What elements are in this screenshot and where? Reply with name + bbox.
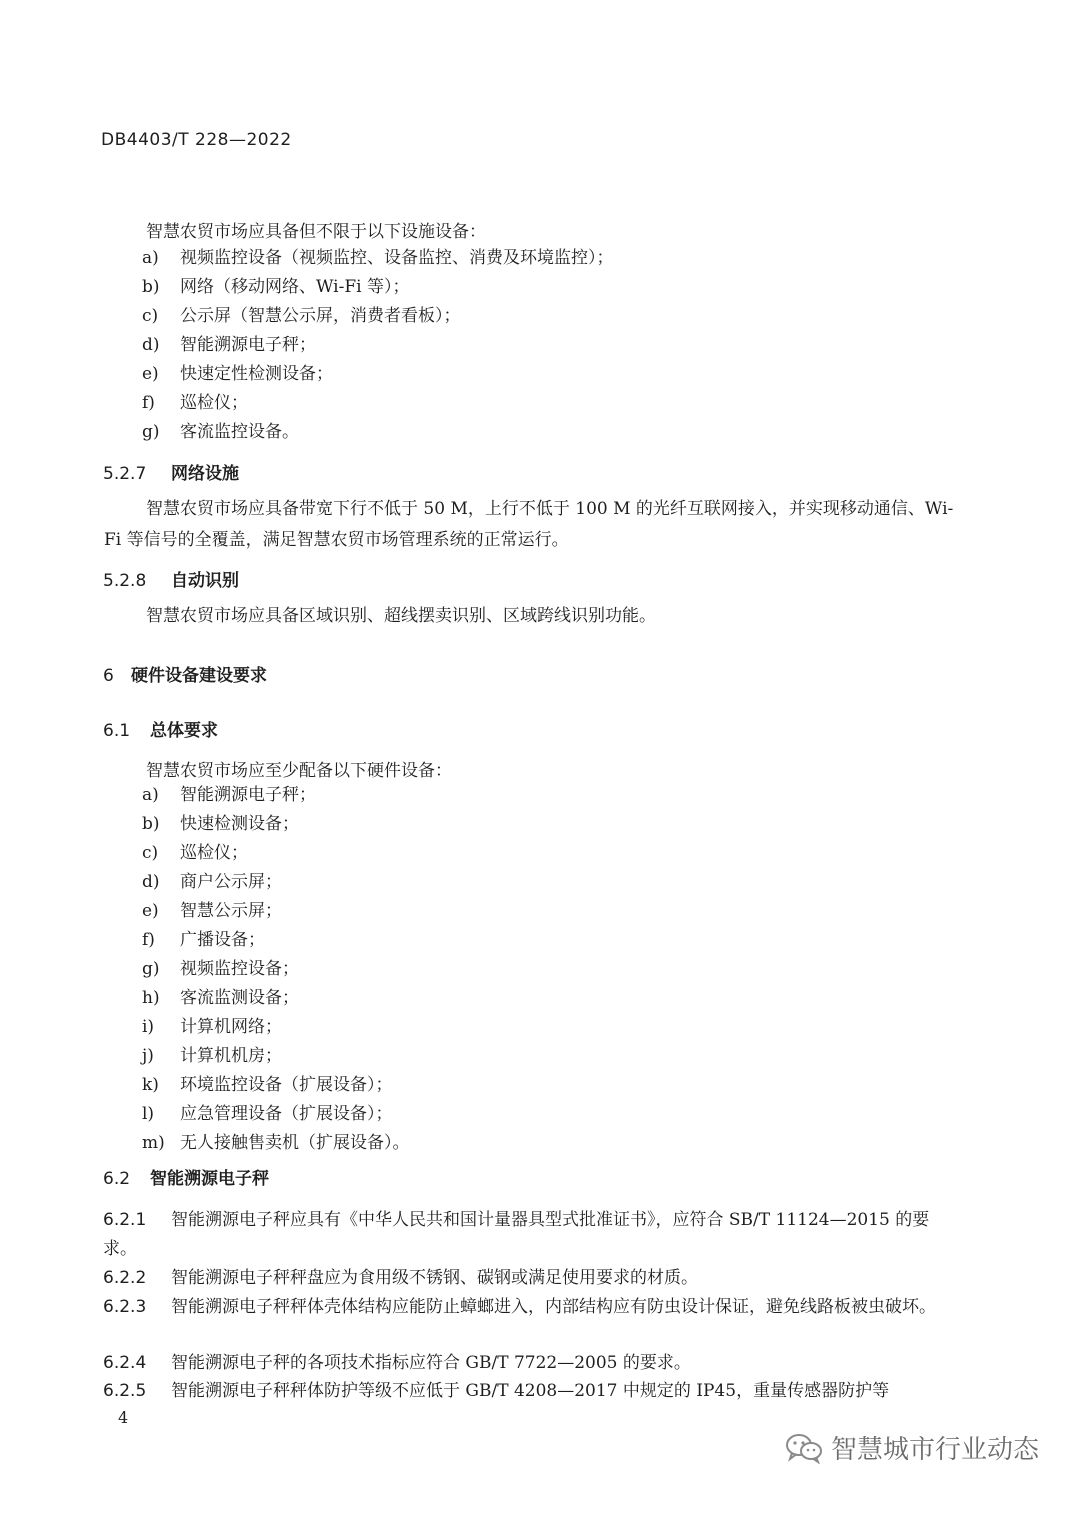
list-item: f) 巡检仪； [142,393,248,413]
watermark-text: 智慧城市行业动态 [831,1435,1040,1465]
section-528-body: 智慧农贸市场应具备区域识别、超线摆卖识别、区域跨线识别功能。 [146,606,656,626]
list-item: b) 快速检测设备； [142,814,299,834]
section-527-body: 智慧农贸市场应具备带宽下行不低于 50 M，上行不低于 100 M 的光纤互联网接入，并实现移动通信、Wi-Fi 等信号的全覆盖，满足智慧农贸市场管理系统的正常运行。 [104,499,954,550]
list-item: j) 计算机机房； [142,1046,282,1066]
list-item: h) 客流监测设备； [142,988,299,1008]
watermark [785,1429,1039,1466]
section-526-intro: 智慧农贸市场应具备但不限于以下设施设备： [146,222,486,242]
list-item: d) 智能溯源电子秤； [142,335,316,355]
clause-624: 6.2.4 智能溯源电子秤的各项技术指标应符合 GB/T 7722—2005 的要求。 [103,1353,691,1373]
list-item: i) 计算机网络； [142,1017,282,1037]
document-code: DB4403/T 228—2022 [101,130,292,150]
list-item: c) 巡检仪； [142,843,248,863]
list-item: f) 广播设备； [142,930,265,950]
facility-list [142,244,614,447]
hardware-list [142,781,410,1158]
list-item: g) 客流监控设备。 [142,422,299,442]
list-item: e) 智慧公示屏； [142,901,282,921]
list-item: c) 公示屏（智慧公示屏，消费者看板）； [142,306,461,326]
list-item: d) 商户公示屏； [142,872,282,892]
list-item: a) 视频监控设备（视频监控、设备监控、消费及环境监控）； [142,248,614,268]
section-527-heading: 5.2.7 网络设施 [103,464,239,484]
clause-622: 6.2.2 智能溯源电子秤秤盘应为食用级不锈钢、碳钢或满足使用要求的材质。 [103,1268,698,1288]
chapter-6-heading: 6 硬件设备建设要求 [103,666,267,686]
section-528-heading: 5.2.8 自动识别 [103,571,239,591]
list-item: b) 网络（移动网络、Wi-Fi 等）； [142,277,410,297]
page-number: 4 [118,1408,129,1427]
clause-621: 6.2.1 智能溯源电子秤应具有《中华人民共和国计量器具型式批准证书》，应符合 SB/T 11124—2015 的要求。 [103,1210,930,1259]
list-item: m) 无人接触售卖机（扩展设备）。 [142,1133,410,1153]
section-62-heading: 6.2 智能溯源电子秤 [103,1169,269,1189]
wechat-icon [785,1432,823,1464]
list-item: l) 应急管理设备（扩展设备）； [142,1104,393,1124]
clause-625: 6.2.5 智能溯源电子秤秤体防护等级不应低于 GB/T 4208—2017 中规定的 IP45，重量传感器防护等 [103,1381,890,1401]
list-item: k) 环境监控设备（扩展设备）； [142,1075,393,1095]
list-item: e) 快速定性检测设备； [142,364,333,384]
list-item: a) 智能溯源电子秤； [142,785,316,805]
section-61-intro: 智慧农贸市场应至少配备以下硬件设备： [146,761,452,781]
clause-623: 6.2.3 智能溯源电子秤秤体壳体结构应能防止蟑螂进入，内部结构应有防虫设计保证，避免线路板被虫破坏。 [103,1297,936,1317]
list-item: g) 视频监控设备； [142,959,299,979]
section-61-heading: 6.1 总体要求 [103,721,218,741]
